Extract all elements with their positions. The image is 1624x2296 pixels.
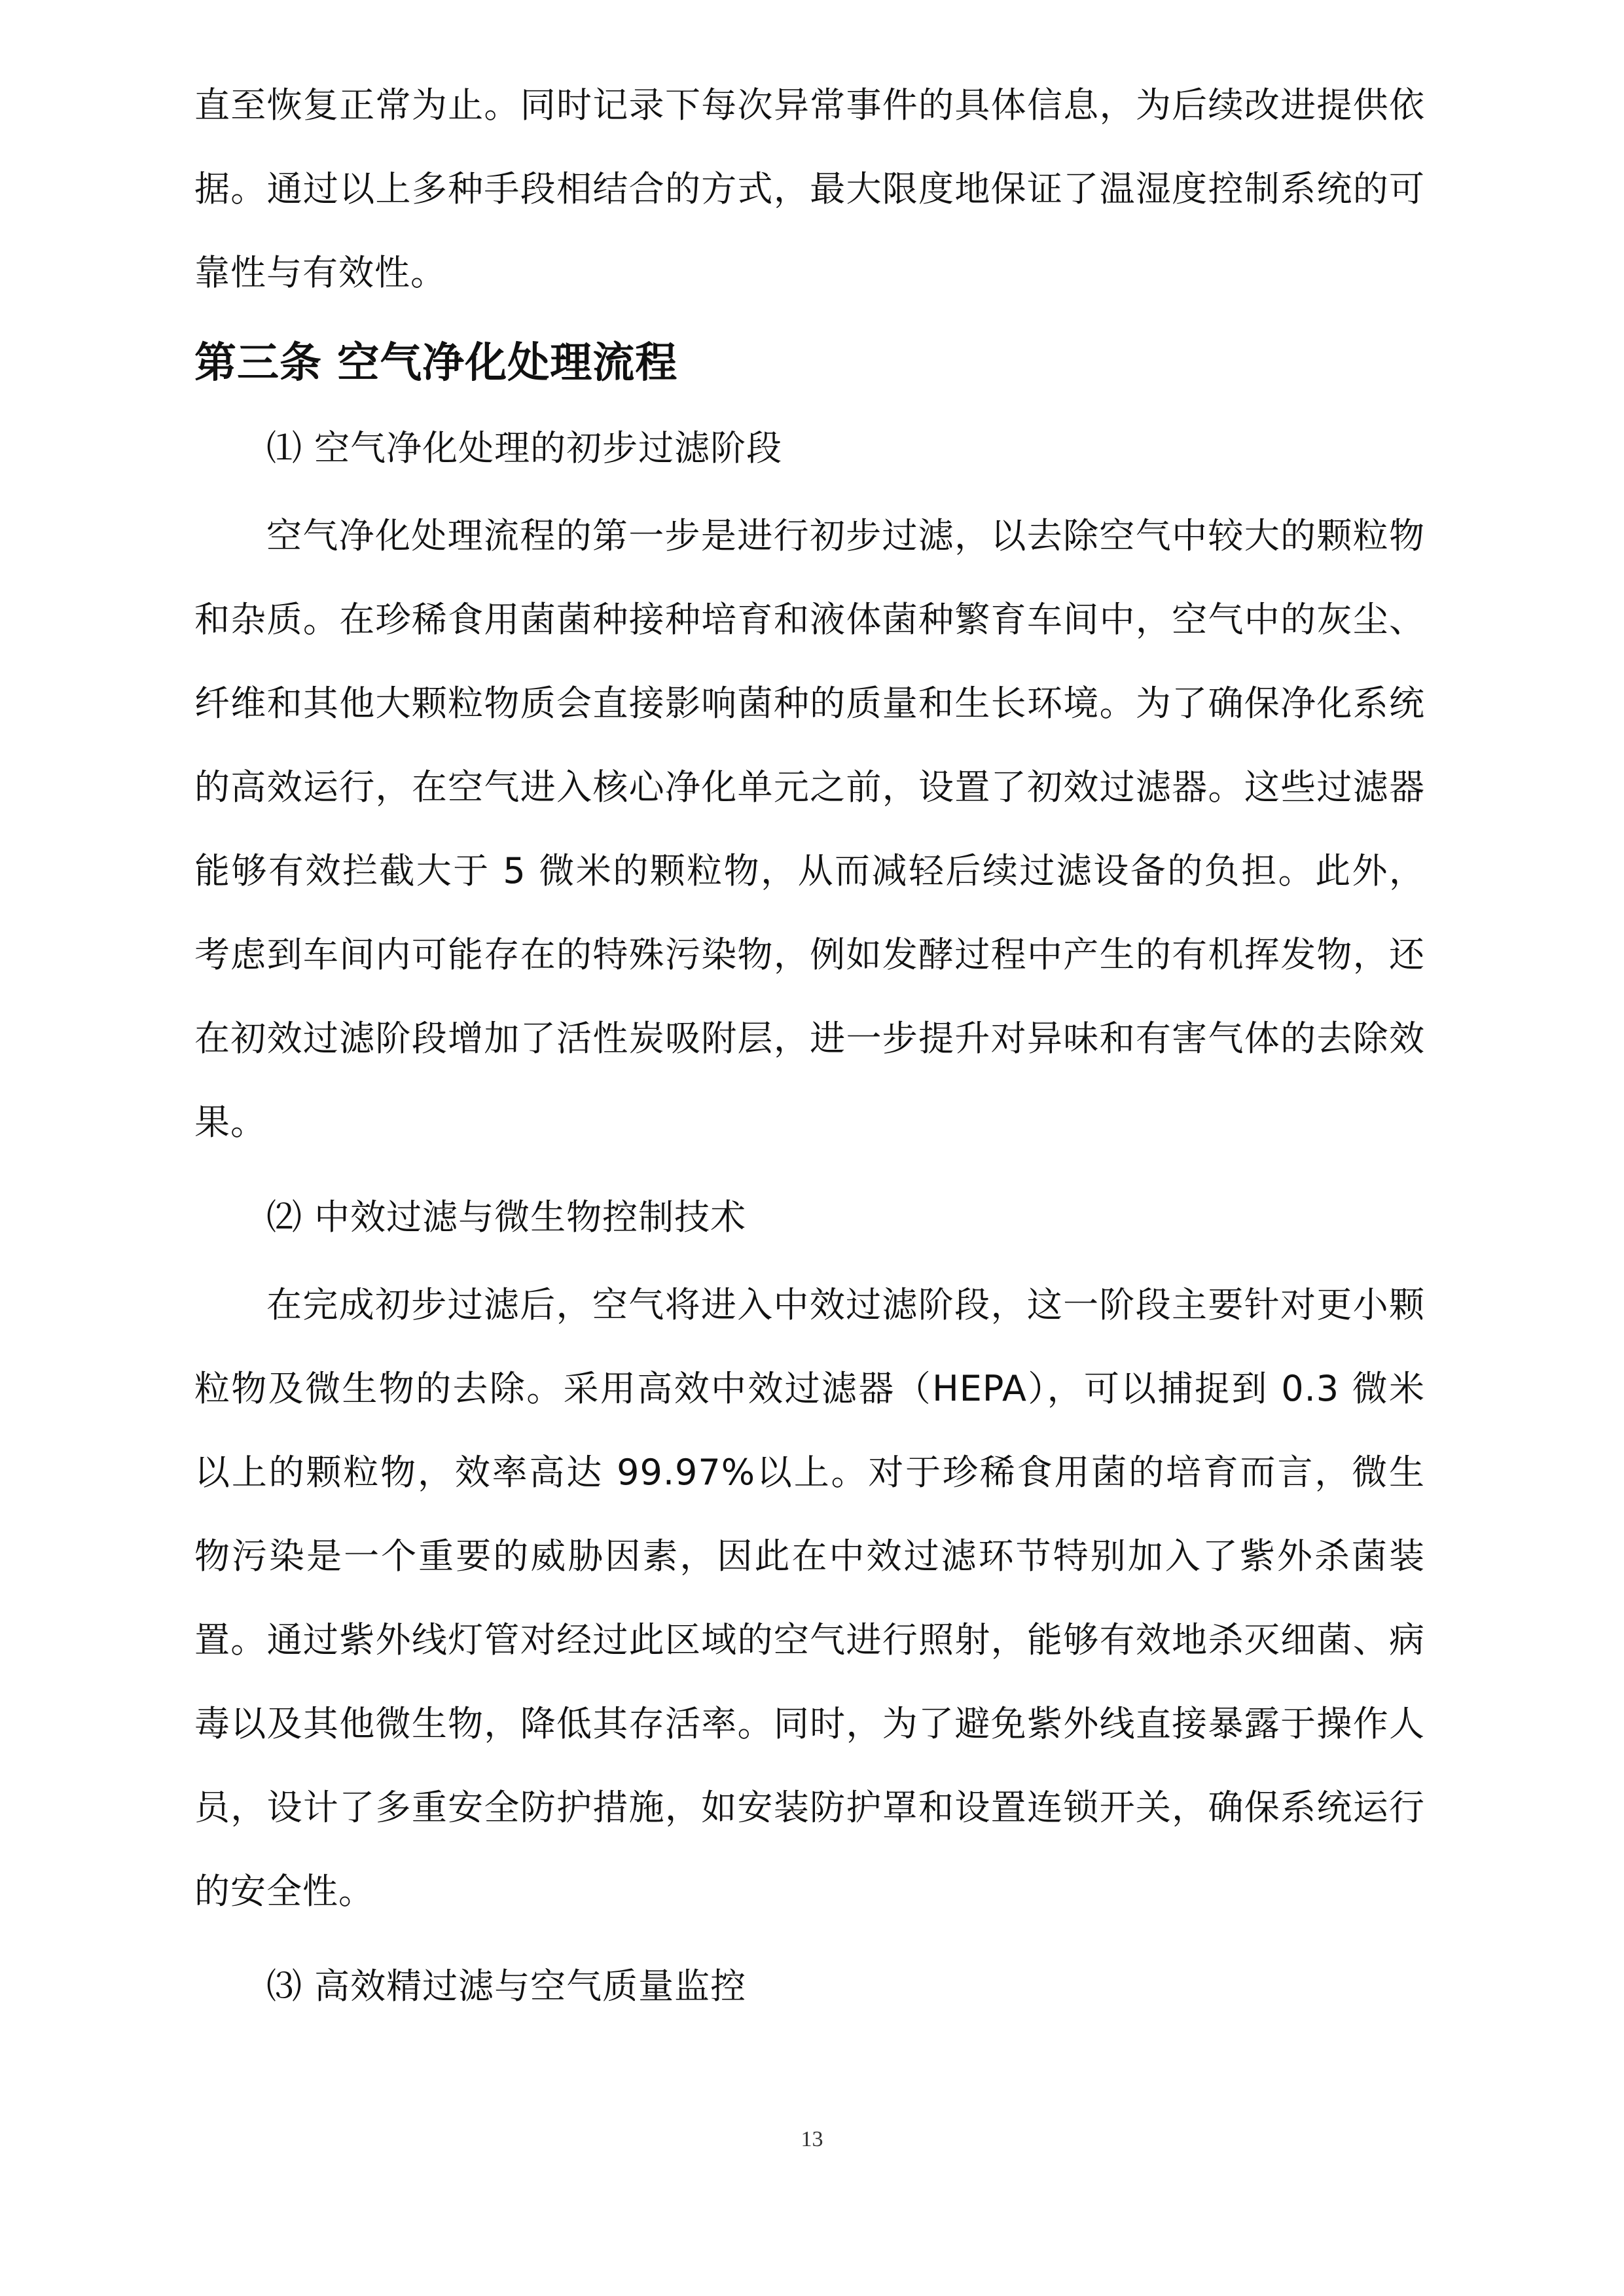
subsection-paragraph-2: 在完成初步过滤后，空气将进入中效过滤阶段，这一阶段主要针对更小颗粒物及微生物的去除。采用高效中效过滤器（HEPA），可以捕捉到 0.3 微米以上的颗粒物，效率高达 99.97%以上。对于珍稀食用菌的培育而言，微生物污染是一个重要的威胁因素，因此在中效过滤环节特别加入了紫外杀菌装置。通过紫外线灯管对经过此区域的空气进行照射，能够有效地杀灭细菌、病毒以及其他微生物，降低其存活率。同时，为了避免紫外线直接暴露于操作人员，设计了多重安全防护措施，如安装防护罩和设置连锁开关，确保系统运行的安全性。 <box>194 1284 1425 1912</box>
section-heading: 第三条 空气净化处理流程 <box>194 339 678 387</box>
page-number: 13 <box>801 2127 823 2151</box>
subsection-heading-1: ⑴ 空气净化处理的初步过滤阶段 <box>266 427 783 469</box>
subsection-heading-2: ⑵ 中效过滤与微生物控制技术 <box>266 1196 747 1238</box>
continuation-paragraph: 直至恢复正常为止。同时记录下每次异常事件的具体信息，为后续改进提供依据。通过以上多种手段相结合的方式，最大限度地保证了温湿度控制系统的可靠性与有效性。 <box>194 84 1425 293</box>
subsection-paragraph-1: 空气净化处理流程的第一步是进行初步过滤，以去除空气中较大的颗粒物和杂质。在珍稀食用菌菌种接种培育和液体菌种繁育车间中，空气中的灰尘、纤维和其他大颗粒物质会直接影响菌种的质量和生长环境。为了确保净化系统的高效运行，在空气进入核心净化单元之前，设置了初效过滤器。这些过滤器能够有效拦截大于 5 微米的颗粒物，从而减轻后续过滤设备的负担。此外，考虑到车间内可能存在的特殊污染物，例如发酵过程中产生的有机挥发物，还在初效过滤阶段增加了活性炭吸附层，进一步提升对异味和有害气体的去除效果。 <box>194 515 1425 1143</box>
subsection-heading-3: ⑶ 高效精过滤与空气质量监控 <box>266 1965 747 2007</box>
